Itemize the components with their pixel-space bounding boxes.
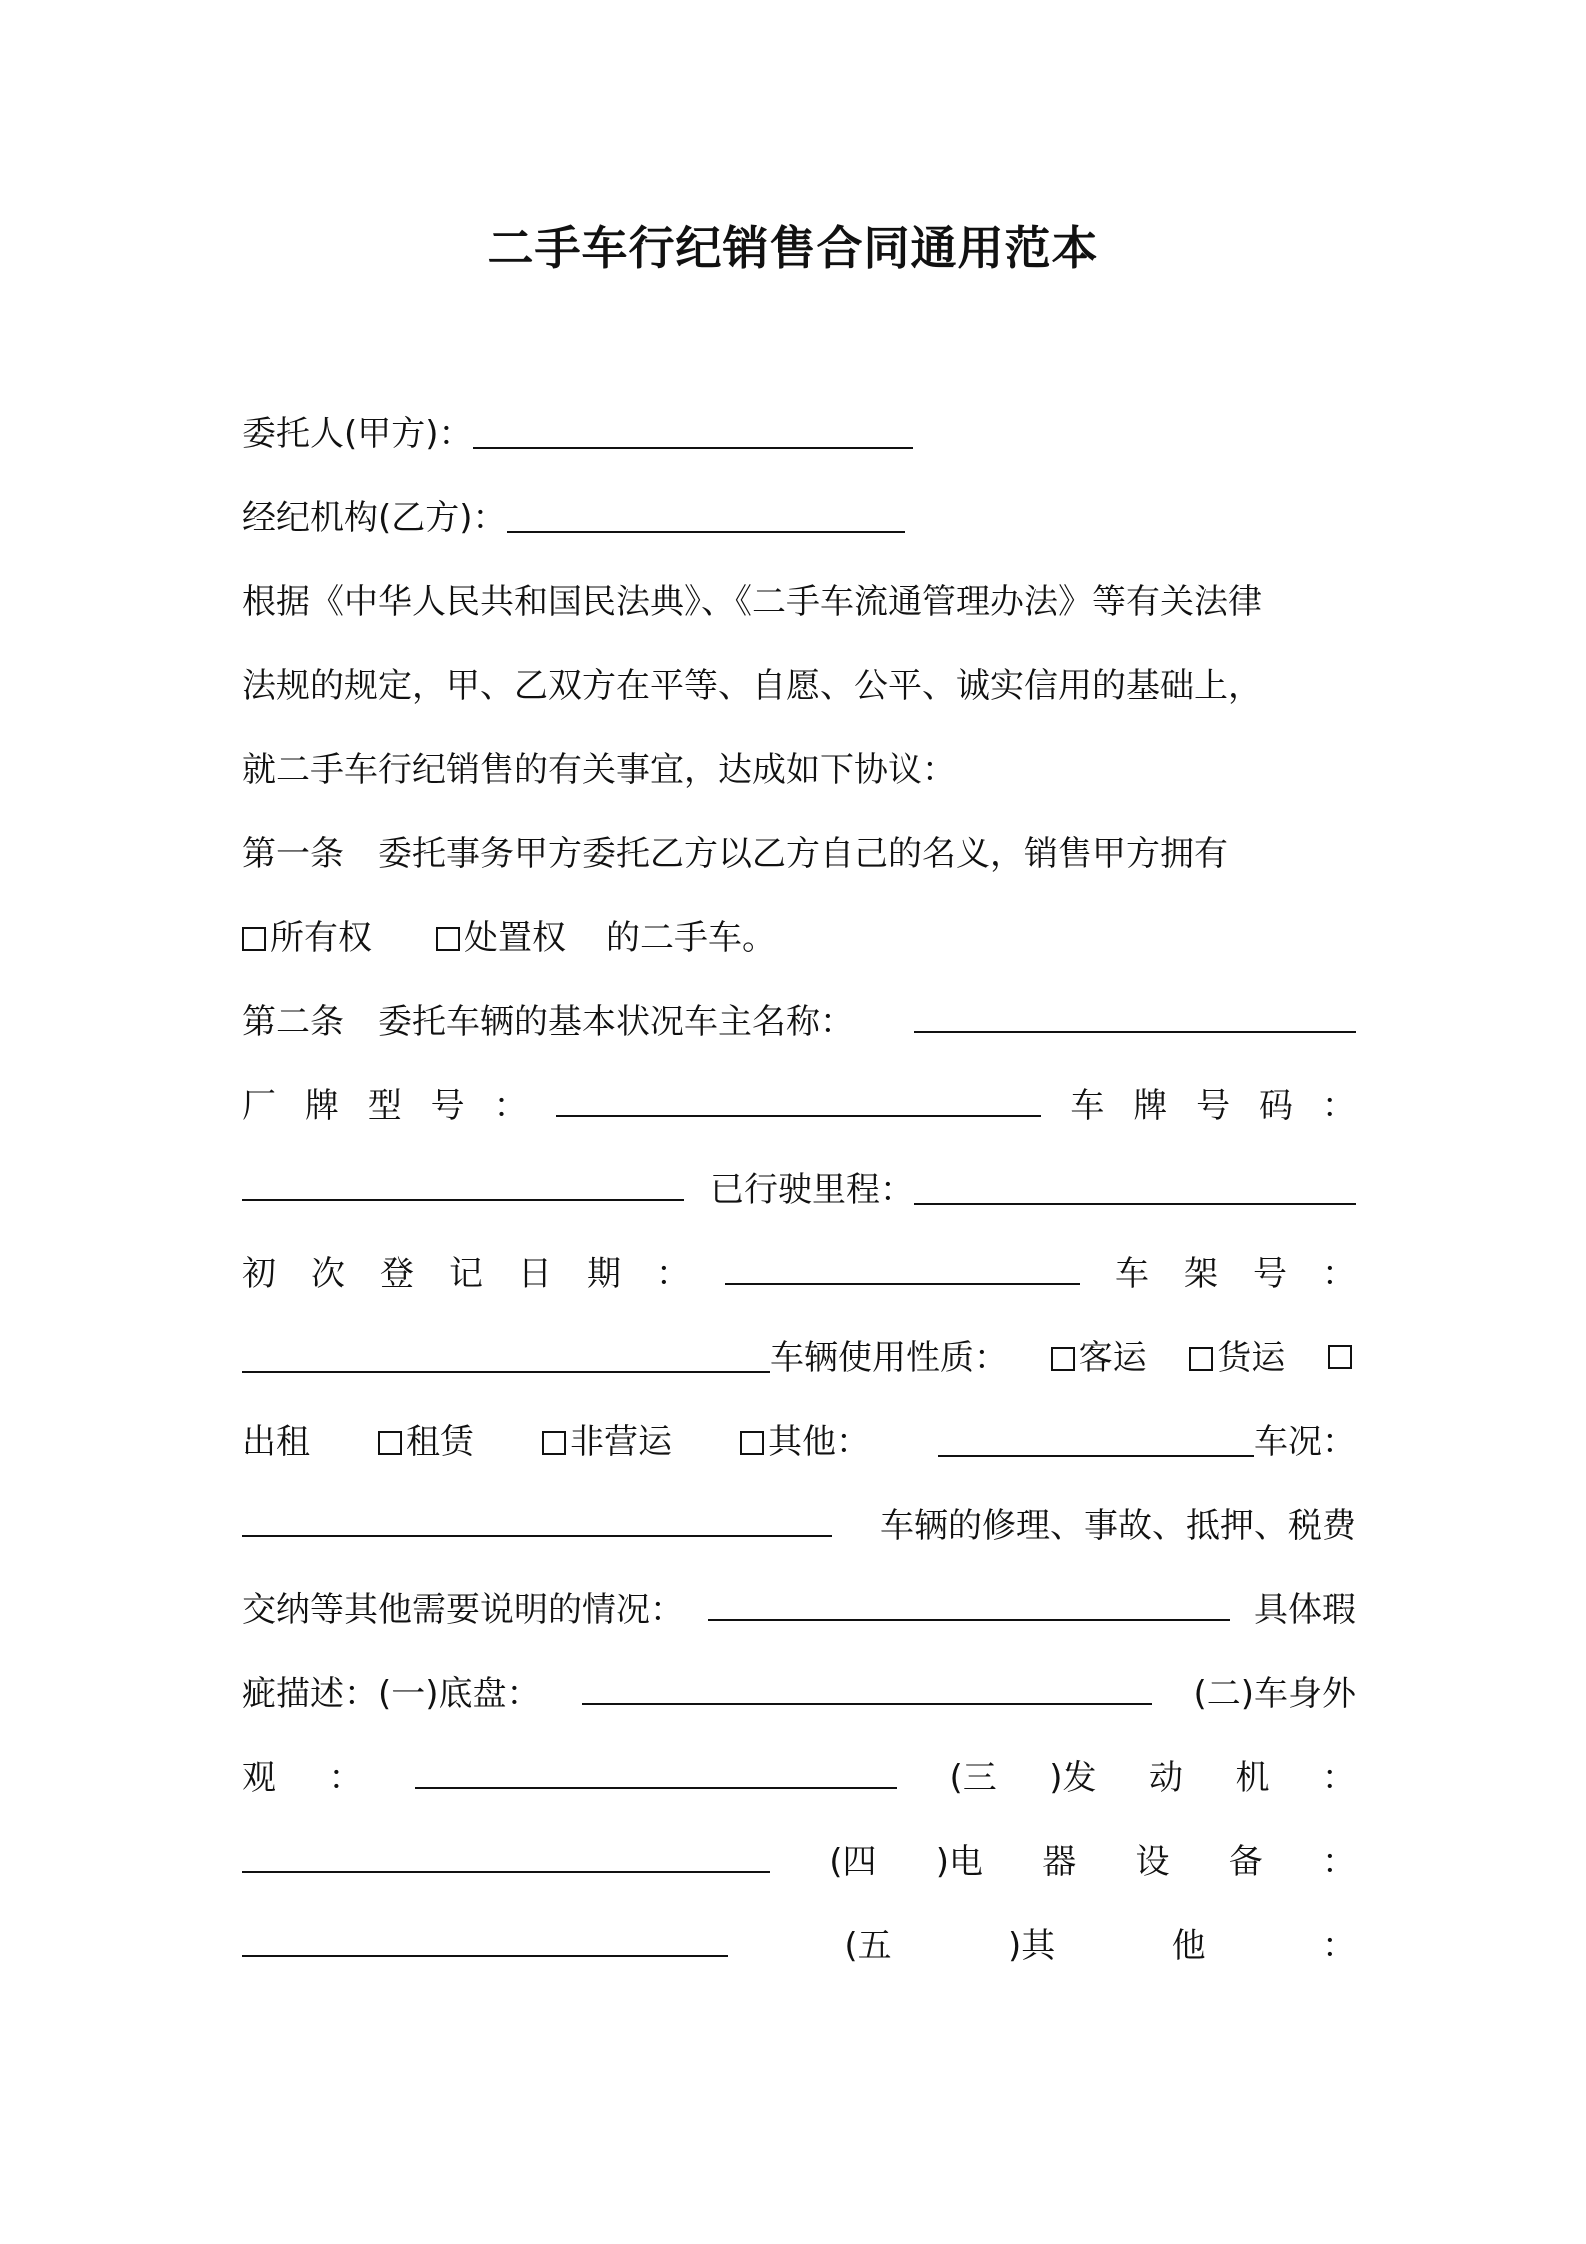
electrical-label-3: 器: [1042, 1842, 1077, 1882]
electrical-label-5: 备: [1228, 1842, 1263, 1882]
nonop-checkbox[interactable]: [542, 1431, 566, 1455]
factory-model-label-1: 厂: [242, 1086, 276, 1126]
reg-date-blank[interactable]: [725, 1245, 1080, 1285]
factory-model-label-2: 牌: [304, 1086, 339, 1126]
other-label: 其他：: [768, 1422, 870, 1462]
ownership-checkbox[interactable]: [242, 927, 266, 951]
vin-label-3: 号: [1253, 1254, 1287, 1294]
others-label-3: 他: [1171, 1926, 1206, 1966]
plate-label-3: 号: [1196, 1086, 1231, 1126]
condition-repair-line: [242, 1496, 1356, 1556]
document-title: 二手车行纪销售合同通用范本: [487, 221, 1099, 275]
electrical-label-2: )电: [935, 1842, 983, 1882]
vin-usage-line: [242, 1328, 1356, 1388]
plate-label-1: 车: [1070, 1086, 1105, 1126]
plate-label-4: 码: [1259, 1086, 1294, 1126]
chassis-line: [242, 1664, 1356, 1724]
disposal-label: 处置权: [464, 918, 566, 958]
other-blank[interactable]: [938, 1417, 1254, 1457]
vin-label-1: 车: [1115, 1254, 1149, 1294]
party-b-blank[interactable]: [507, 493, 905, 533]
plate-mileage-line: [242, 1160, 1356, 1220]
appearance-engine-line: [242, 1748, 1356, 1808]
disposal-checkbox[interactable]: [436, 927, 460, 951]
factory-model-label-4: 号: [430, 1086, 465, 1126]
engine-label-3: 动: [1148, 1758, 1183, 1798]
reg-date-label-1: 初: [242, 1254, 276, 1294]
engine-label-2: )发: [1049, 1758, 1097, 1798]
other-checkbox[interactable]: [740, 1431, 764, 1455]
freight-label: 货运: [1217, 1338, 1286, 1378]
lease-label: 租赁: [406, 1422, 474, 1462]
condition-blank[interactable]: [242, 1497, 832, 1537]
lease-checkbox[interactable]: [378, 1431, 402, 1455]
engine-label-1: (三: [949, 1758, 997, 1798]
party-b-line: [242, 488, 1356, 548]
reg-date-label-5: 日: [518, 1254, 552, 1294]
engine-electrical-line: [242, 1832, 1356, 1892]
preamble-line-2: 法规的规定，甲、乙双方在平等、自愿、公平、诚实信用的基础上，: [242, 666, 1262, 706]
electrical-blank[interactable]: [242, 1917, 728, 1957]
chassis-blank[interactable]: [582, 1665, 1152, 1705]
engine-blank[interactable]: [242, 1833, 770, 1873]
party-a-blank[interactable]: [473, 409, 913, 449]
nonop-label: 非营运: [570, 1422, 672, 1462]
condition-label: 车况：: [1254, 1422, 1356, 1462]
electrical-others-line: [242, 1916, 1356, 1976]
payment-defect-line: [242, 1580, 1356, 1640]
taxi-checkbox[interactable]: [1328, 1345, 1352, 1369]
reg-date-label-7: ：: [656, 1254, 690, 1294]
article-1-tail: 的二手车。: [606, 918, 776, 958]
appearance-blank[interactable]: [415, 1749, 897, 1789]
reg-date-label-4: 记: [449, 1254, 483, 1294]
appearance-label-2: ：: [328, 1758, 363, 1798]
ownership-label: 所有权: [270, 918, 372, 958]
vin-label-4: ：: [1322, 1254, 1356, 1294]
plate-label-5: ：: [1321, 1086, 1356, 1126]
engine-label-4: 机: [1235, 1758, 1270, 1798]
model-plate-line: [242, 1076, 1356, 1136]
mileage-blank[interactable]: [914, 1165, 1356, 1205]
vin-label-2: 架: [1184, 1254, 1218, 1294]
party-a-label: 委托人(甲方)：: [242, 414, 473, 454]
repair-text: 车辆的修理、事故、抵押、税费: [880, 1506, 1356, 1546]
vin-blank[interactable]: [242, 1333, 770, 1373]
preamble-line-3: 就二手车行纪销售的有关事宜，达成如下协议：: [242, 750, 956, 790]
usage-label: 车辆使用性质：: [770, 1338, 1008, 1378]
others-label-4: ：: [1321, 1926, 1356, 1966]
reg-date-label-3: 登: [380, 1254, 414, 1294]
appearance-label-1: 观: [242, 1758, 276, 1798]
plate-number-blank[interactable]: [242, 1161, 684, 1201]
others-label-2: )其: [1007, 1926, 1056, 1966]
owner-name-blank[interactable]: [914, 993, 1356, 1033]
electrical-label-4: 设: [1135, 1842, 1170, 1882]
engine-label-5: ：: [1321, 1758, 1356, 1798]
party-b-label: 经纪机构(乙方)：: [242, 498, 507, 538]
factory-model-label-3: 型: [367, 1086, 402, 1126]
owner-name-label: 第二条 委托车辆的基本状况车主名称：: [242, 1002, 854, 1042]
mileage-label: 已行驶里程：: [710, 1170, 914, 1210]
reg-vin-line: [242, 1244, 1356, 1304]
article-2-line: [242, 992, 1356, 1052]
electrical-label-1: (四: [829, 1842, 877, 1882]
article-1-line: 第一条 委托事务甲方委托乙方以乙方自己的名义，销售甲方拥有: [242, 834, 1228, 874]
factory-model-blank[interactable]: [556, 1077, 1041, 1117]
payment-blank[interactable]: [708, 1581, 1230, 1621]
body-label: (二)车身外: [1193, 1674, 1356, 1714]
party-a-line: [242, 404, 1356, 464]
others-label-1: (五: [844, 1926, 892, 1966]
reg-date-label-2: 次: [311, 1254, 345, 1294]
article-1-options: [242, 908, 1356, 968]
reg-date-label-6: 期: [587, 1254, 621, 1294]
passenger-label: 客运: [1078, 1338, 1147, 1378]
defect-label: 具体瑕: [1254, 1590, 1356, 1630]
usage-options-line: [242, 1412, 1356, 1472]
factory-model-label-5: ：: [493, 1086, 528, 1126]
preamble-line-1: 根据《中华人民共和国民法典》、《二手车流通管理办法》等有关法律: [242, 582, 1262, 622]
taxi-label: 出租: [242, 1422, 310, 1462]
plate-label-2: 牌: [1133, 1086, 1168, 1126]
payment-text: 交纳等其他需要说明的情况：: [242, 1590, 684, 1630]
passenger-checkbox[interactable]: [1051, 1347, 1075, 1371]
chassis-label: 疵描述：(一)底盘：: [242, 1674, 541, 1714]
freight-checkbox[interactable]: [1189, 1347, 1213, 1371]
electrical-label-6: ：: [1321, 1842, 1356, 1882]
